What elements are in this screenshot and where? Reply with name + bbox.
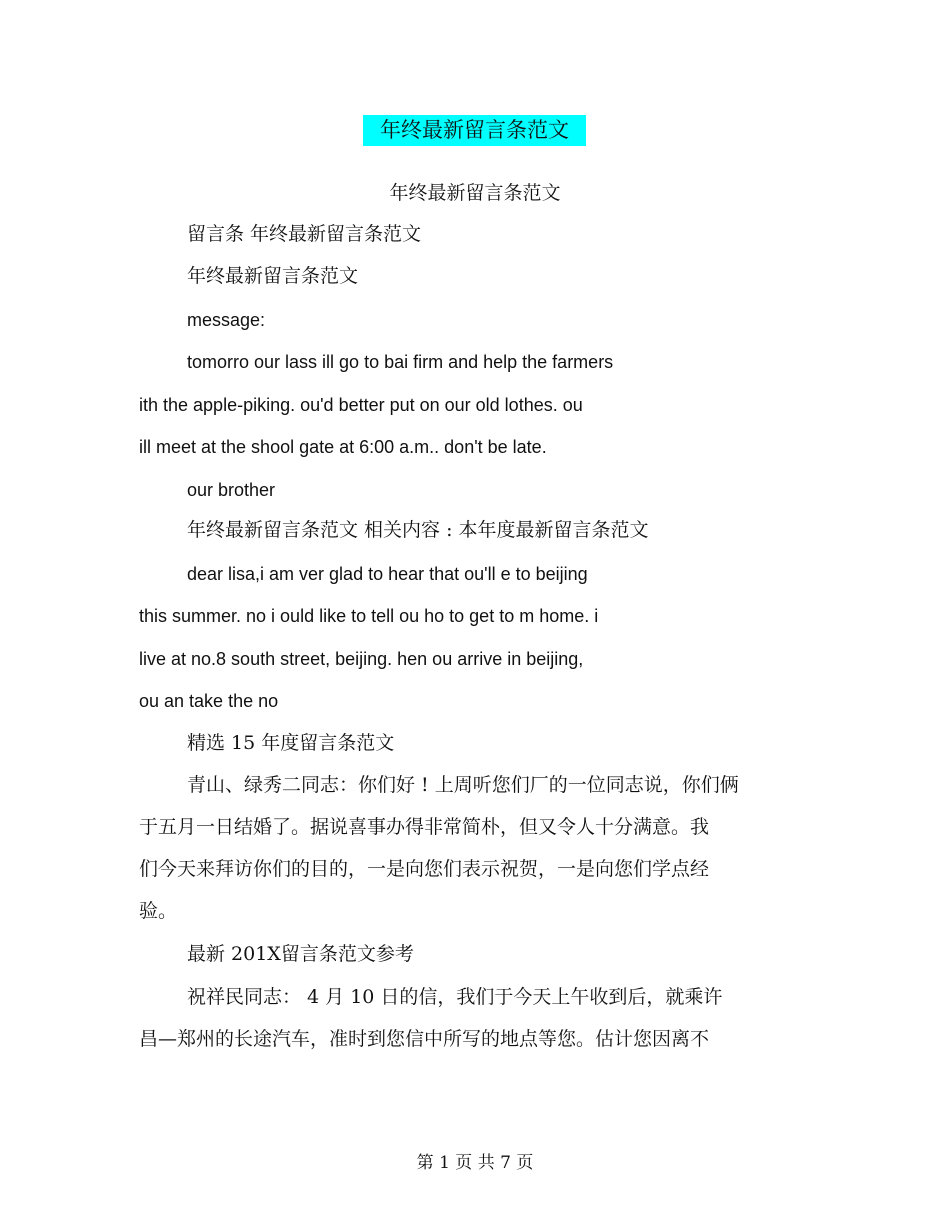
paragraph-line: message: [187,310,266,330]
paragraph-line: ou an take the no [139,691,279,711]
paragraph-line: our brother [187,480,276,500]
paragraph-line: 青山、绿秀二同志：你们好 ! 上周听您们厂的一位同志说，你们俩 [187,774,739,796]
paragraph-line: ith the apple-piking. ou'd better put on our old lothes. ou [139,395,583,415]
document-subtitle: 年终最新留言条范文 [389,182,561,204]
paragraph-line: 昌—郑州的长途汽车，准时到您信中所写的地点等您。估计您因离不 [139,1028,710,1050]
paragraph-line: 祝祥民同志： 4 月 10 日的信，我们于今天上午收到后，就乘许 [187,986,723,1008]
page-number-footer: 第 1 页 共 7 页 [416,1153,534,1173]
paragraph-line: 们今天来拜访你们的目的，一是向您们表示祝贺，一是向您们学点经 [139,858,710,880]
paragraph-line: live at no.8 south street, beijing. hen ou arrive in beijing, [139,649,584,669]
paragraph-line: 验。 [139,900,178,922]
paragraph-line: 于五月一日结婚了。据说喜事办得非常简朴，但又令人十分满意。我 [139,816,710,838]
paragraph-line: ill meet at the shool gate at 6:00 a.m.. don't be late. [139,437,547,457]
document-title: 年终最新留言条范文 [363,115,586,146]
paragraph-line: 年终最新留言条范文 [187,265,359,287]
paragraph-line: 精选 15 年度留言条范文 [187,732,395,754]
paragraph-line: 最新 201X留言条范文参考 [187,943,414,965]
paragraph-line: this summer. no i ould like to tell ou ho to get to m home. i [139,606,599,626]
paragraph-line: dear lisa,i am ver glad to hear that ou'll e to beijing [187,564,588,584]
paragraph-line: tomorro our lass ill go to bai firm and help the farmers [187,352,614,372]
paragraph-line: 年终最新留言条范文 相关内容 : 本年度最新留言条范文 [187,519,649,541]
paragraph-line: 留言条 年终最新留言条范文 [187,223,422,245]
